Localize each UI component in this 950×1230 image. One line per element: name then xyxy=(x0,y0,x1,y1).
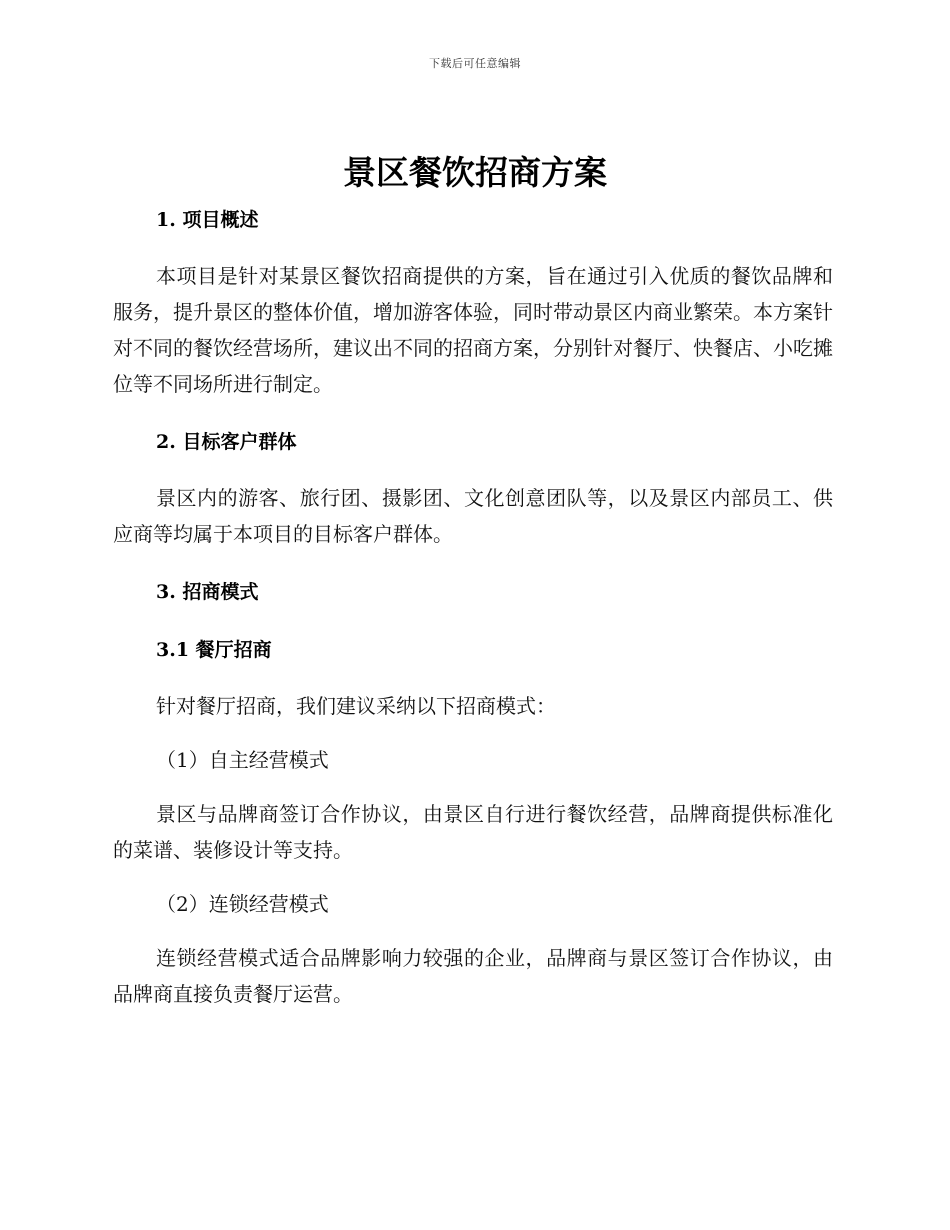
section-heading-overview: 1. 项目概述 xyxy=(156,209,259,231)
page-header-note: 下载后可任意编辑 xyxy=(429,57,521,70)
document-title: 景区餐饮招商方案 xyxy=(343,153,607,192)
mode-label-self-operated: （1）自主经营模式 xyxy=(156,748,329,772)
section-heading-investment-mode: 3. 招商模式 xyxy=(156,581,259,603)
document-body xyxy=(113,200,833,1012)
subsection-heading-restaurant: 3.1 餐厅招商 xyxy=(156,639,272,661)
paragraph-self-operated: 景区与品牌商签订合作协议，由景区自行进行餐饮经营，品牌商提供标准化的菜谱、装修设计等支持。 xyxy=(113,802,833,862)
paragraph-target-customers: 景区内的游客、旅行团、摄影团、文化创意团队等，以及景区内部员工、供应商等均属于本项目的目标客户群体。 xyxy=(113,486,833,546)
mode-label-chain: （2）连锁经营模式 xyxy=(156,892,329,916)
paragraph-overview: 本项目是针对某景区餐饮招商提供的方案，旨在通过引入优质的餐饮品牌和服务，提升景区的整体价值，增加游客体验，同时带动景区内商业繁荣。本方案针对不同的餐饮经营场所，建议出不同的招商方案，分别针对餐厅、快餐店、小吃摊位等不同场所进行制定。 xyxy=(113,264,833,396)
paragraph-chain: 连锁经营模式适合品牌影响力较强的企业，品牌商与景区签订合作协议，由品牌商直接负责餐厅运营。 xyxy=(113,946,833,1006)
section-heading-target-customers: 2. 目标客户群体 xyxy=(156,431,297,453)
paragraph-restaurant-intro: 针对餐厅招商，我们建议采纳以下招商模式： xyxy=(156,694,556,718)
